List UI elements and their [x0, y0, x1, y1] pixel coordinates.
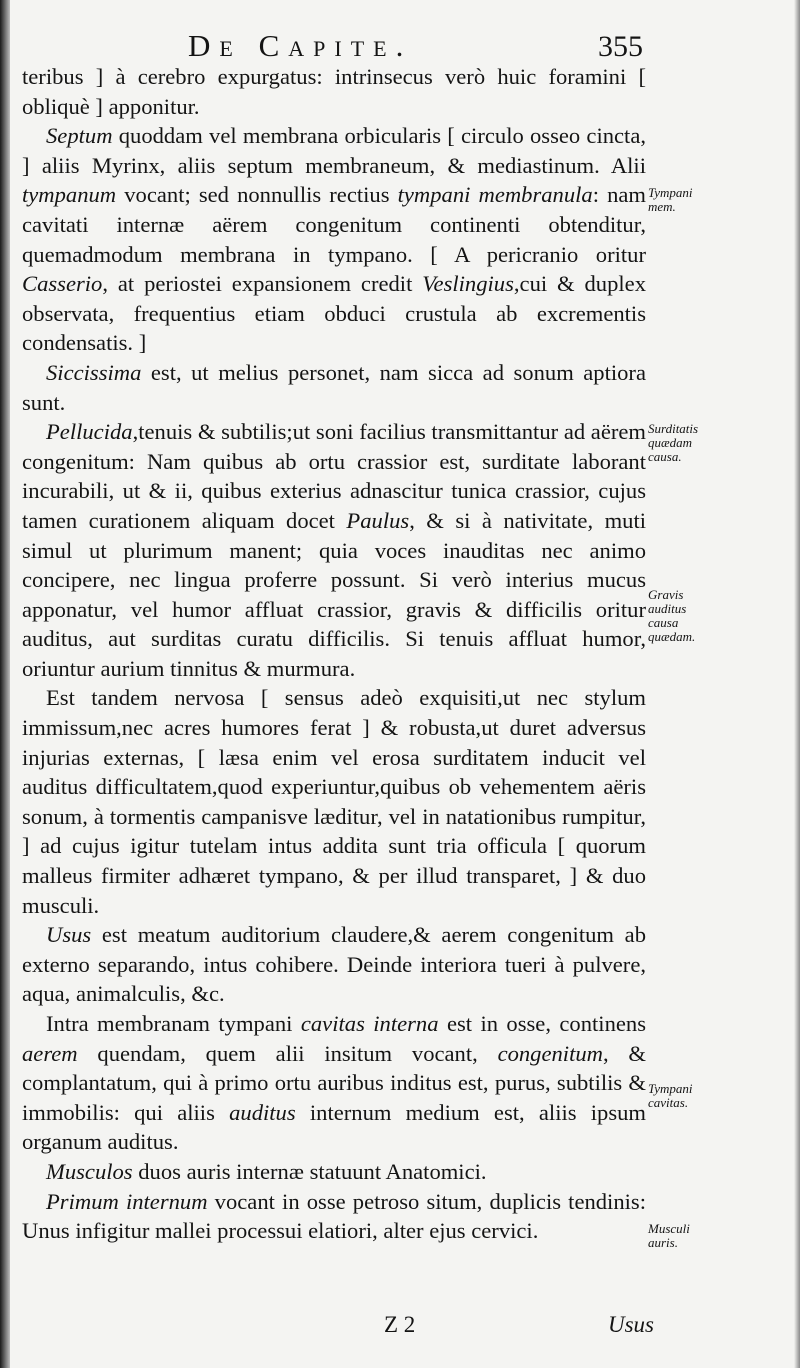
text-run: teribus ] à cerebro expurgatus: intrinsecus verò huic foramini [ obliquè ] apponitur.	[22, 64, 646, 119]
running-head: De Capite.	[188, 28, 413, 63]
margin-note-line: mem.	[648, 199, 676, 214]
text-run: quendam, quem alii insitum vocant,	[77, 1040, 498, 1066]
text-run: duos auris internæ statuunt Anatomici.	[132, 1158, 487, 1184]
paragraph-usus	[22, 920, 646, 1009]
text-run: , at periostei expansionem credit	[102, 271, 423, 297]
paragraph-primum-internum	[22, 1187, 646, 1246]
text-run: internum medium est, aliis ipsum organum auditus.	[22, 1099, 647, 1155]
margin-note-line: causa	[648, 615, 679, 630]
margin-note-line: cavitas.	[648, 1095, 689, 1110]
margin-note-line: Surditatis	[648, 421, 699, 436]
page-footer	[0, 1312, 800, 1352]
paragraph-nervosa	[22, 683, 646, 920]
text-run: ,tenuis & subtilis;ut soni facilius transmittantur ad aërem congenitum: Nam quibus ab ortu crassior est, surditate laborant incurabili, ut & ii, quibus exterius adnascitur tunica crassior, cujus tamen curationem aliquam docet	[22, 419, 646, 533]
paragraph-musculi	[22, 1157, 646, 1187]
italic-term: Primum internum	[46, 1188, 208, 1214]
text-run: vocant; sed nonnullis rectius	[116, 182, 398, 208]
catchword: Usus	[608, 1312, 655, 1337]
margin-note-tympani-membranula	[648, 186, 768, 214]
text-run: ,cui & duplex observata, frequentius etiam obduci crustula ab excrementis condensatis. ]	[22, 271, 647, 356]
text-run: est meatum auditorium claudere,& aerem congenitum ab externo separando, intus cohibere. Deinde interiora tueri à pulvere, aqua, animalculis, &c.	[22, 922, 646, 1007]
text-run: , & si à nativitate, muti simul ut plurimum manent; quia voces inauditas nec animo concipere, nec lingua proferre possunt. Si verò interius mucus apponatur, vel humor affluat crassior, gravis & difficilis oritur auditus, aut surditas curatu difficilis. Si tenuis affluat humor, oriuntur aurium tinnitus & murmura.	[22, 507, 646, 681]
italic-term: congenitum	[497, 1040, 603, 1066]
italic-term: tympanum	[22, 182, 117, 208]
text-run: quoddam vel membrana orbicularis [ circulo osseo cincta, ] aliis Myrinx, aliis septum membraneum, & mediastinum. Alii	[22, 123, 646, 178]
text-column	[22, 62, 646, 1246]
italic-term: Pellucida	[46, 419, 133, 445]
text-run: Intra membranam tympani	[46, 1011, 301, 1036]
margin-note-line: Tympani	[648, 1081, 693, 1096]
italic-term: Paulus	[346, 507, 410, 533]
margin-note-line: quædam.	[648, 629, 696, 644]
margin-note-line: auditus	[648, 601, 687, 616]
paragraph-pellucida	[22, 417, 646, 683]
signature-mark: Z 2	[384, 1312, 416, 1337]
text-run: vocant in osse petroso situm, duplicis tendinis: Unus infigitur mallei processui elatiori, alter ejus cervici.	[22, 1188, 646, 1244]
paragraph-cavitas-interna	[22, 1009, 646, 1157]
text-run: est, ut melius personet, nam sicca ad sonum aptiora sunt.	[22, 359, 646, 415]
margin-note-surditatis-causa	[648, 422, 768, 464]
margin-note-gravis-auditus-causa	[648, 588, 768, 644]
margin-note-line: auris.	[648, 1235, 678, 1250]
italic-term: cavitas interna	[300, 1011, 439, 1036]
page-number: 355	[598, 30, 643, 63]
italic-term: Casserio	[22, 271, 103, 297]
paragraph-continuation	[22, 62, 646, 121]
text-run: Est tandem nervosa [ sensus adeò exquisiti,ut nec stylum immissum,nec acres humores ferat ] & robusta,ut duret adversus injurias externas, [ læsa enim vel erosa surditatem inducit vel auditus difficultatem,quod experiuntur,quibus ob vehementem aëris sonum, à tormentis campanisve læditur, vel in natationibus rumpitur, ] ad cujus igitur tutelam intus addita sunt tria officula [ quorum malleus firmiter adhæret tympano, & per illud transparet, ] & duo musculi.	[22, 685, 646, 918]
italic-term: Veslingius	[422, 271, 514, 297]
margin-note-line: quædam	[648, 435, 693, 450]
italic-term: Musculos	[46, 1158, 133, 1184]
margin-note-line: causa.	[648, 449, 682, 464]
margin-note-line: Tympani	[648, 185, 693, 200]
margin-note-line: Gravis	[648, 587, 684, 602]
italic-term: Usus	[46, 922, 92, 948]
italic-term: tympani membranula	[397, 182, 593, 208]
paragraph-septum	[22, 121, 646, 358]
text-run: , & complantatum, qui à primo ortu auribus inditus est, purus, subtilis & immobilis: qui aliis	[22, 1040, 646, 1125]
italic-term: Siccissima	[46, 359, 142, 385]
italic-term: auditus	[229, 1099, 296, 1125]
paragraph-siccissima	[22, 358, 646, 417]
text-run: est in osse, continens	[438, 1011, 646, 1036]
italic-term: Septum	[46, 123, 113, 149]
page-header	[0, 22, 800, 66]
margin-note-musculi-auris	[648, 1222, 768, 1250]
margin-note-line: Musculi	[648, 1221, 690, 1236]
text-run: : nam cavitati internæ aërem congenitum continenti obtenditur, quemadmodum membrana in tympano. [ A pericranio oritur	[22, 182, 646, 267]
margin-note-tympani-cavitas	[648, 1082, 768, 1110]
italic-term: aerem	[22, 1040, 78, 1066]
